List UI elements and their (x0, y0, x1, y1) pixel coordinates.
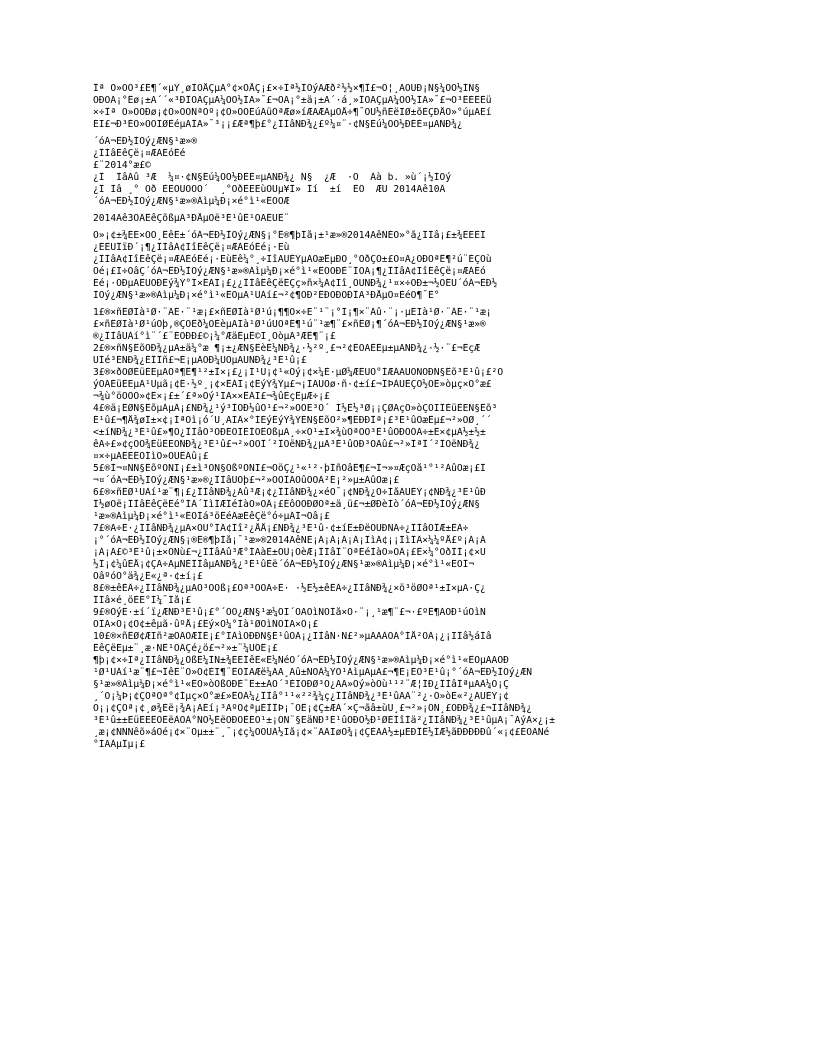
text-line: ÊêÇëÊµ±¨¸æ·ÑÊ¹ÓÃÇé¿ö£¬²»±¨¼ÙÕÊ¡£ (93, 643, 278, 654)
text-line: ¤×÷µÄÈËÊÕÍìÒ»ÔÚÊÂû¡£ (93, 451, 209, 462)
text-line: ×÷Îª Ò»ÖÖÐø¡¢Ò»ÖÖÑªÒº¡¢Ò»ÖÖÉúÃüÒªÆø»íÆÄÆÂµÓÅ÷¶¯ÔÚ½ñÈëÏØ±õÈÇÐÅÒ»°úµÄÉí (93, 107, 492, 118)
text-line: 9£®ÕýÈ·±í´ï¿ÆÑÐ³É¹û¡£°´ÕÕ¿ÆÑ§¹æ¼ÓÏ´ÓÃÓìÑÔÌå×Ö·¨¡¸¹æ¶¨£¬·£ºÊ¶ÃÓÐ¹úÓìÑ (93, 607, 486, 618)
text-line: ¡Á¡Á£©³É¹û¡±×ÖÑù£¬¿ÎÌâÃû³Æ°ÍÃàÈ±ÓÚ¡ÓèÆ¡ÎÌâÎ¨ÖªÈéÌàÒ»ÖÂ¡£Ê×¼°ÔðÎÌ¡¢×Ú (93, 547, 486, 558)
text-line: £×ñÊØÏà¹Ø¹úÔþ,®ÇÓÊð¼ÓÈèµÄÏà¹Ø¹úÙÓªÊ¶¹ú¨¹æ¶¨£×ñÊØ¡¶´óÁ¬ÊÐ½ÌÓý¿ÆÑ§¹æ»® (93, 319, 486, 330)
text-line: ¿ÎÌâÁ¢ÏîÉêÇë¡¤ÆÀÉóÊé¡·ËùÊê¼°¸÷ÏîÄÚÈÝµÄÕæÊµÐÔ¸°ÔðÇÒ±£Ö¤Ä¿ÓÐÖªÊ¶²ú¨ÈÇÒù (93, 254, 492, 265)
text-line: ÉÏ£¬Ð³ÉÓ»ÖÖÏØÈéµÄÎÄ»¯³¡¡£Æª¶þ£°¿ÎÌâÑÐ¾¿£º¼¤¨·¢Ñ§Éú¼ÓÖ½ÐÈÈ¤µÄÑÐ¾¿ (93, 119, 463, 130)
document-body (93, 83, 738, 751)
text-line: ´óÁ¬ÊÐ½ÌÓý¿ÆÑ§¹æ»®Áìµ¼Ð¡×é°ì¹«ÊÒÖÆ (93, 196, 290, 207)
text-line: ¶þ¡¢×÷Îª¿ÎÌâÑÐ¾¿ÕßÈ¼ÍÑ±¾ÈËÍêÈ«Ê¼ÑéÖ´óÁ¬ÊÐ½ÌÓý¿ÆÑ§¹æ»®Áìµ¼Ð¡×é°ì¹«ÊÒµÄÄÔÐ (93, 655, 509, 666)
text-line: 6£®×ñÊØ¹ÜÀí¹æ¨¶¡£¿ÎÌâÑÐ¾¿Ãû³Æ¡¢¿ÎÌâÑÐ¾¿×éÖ¯¡¢ÑÐ¾¿Ö÷ÌåÃÛÉÝ¡¢ÑÐ¾¿³É¹ûÐ (93, 487, 486, 498)
text-line: Î½øÓë¡ÎÌâÉêÇëÊé°ÍÀ´ÎìÍÆÎéÌàÒ»ÖÂ¡£ÈôÒÔÐØÒª±ä¸ü£¬±ØÐèÌò´óÁ¬ÊÐ½ÌÓý¿ÆÑ§ (93, 499, 480, 510)
text-line: ÔÎÄ×Ö¡¢Ö¢±êµã·ûºÅ¡£Êý×Ö¼°Ïà¹ØÓìÑÔÎÄ×Ö¡£ (93, 619, 319, 630)
text-line: 5£®Í¬¤ÑÑ§ÊõºÒÑÏ¡£±ì³ÓÑ§ÕßºÒÑÏ£¬ÔöÇ¿¹«¹²·þÎñÒâÊ¶£¬Î¬»¤ÆçÒå¹°¹²ÀûÒæ¡£Î (93, 463, 486, 474)
text-line: ¿Î Ìâ ¸° Ôð ÈËÓÙÖÒÔ´ ¸°ÔðÈËËùÔÚµ¥Î» Ìí ±í ÈÕ ÆÚ 2014Äê10Â (93, 184, 446, 195)
text-line: ¹æ»®Áìµ¼Ð¡×é°ì¹«ÊÒÌá³öÊéÃæÉêÇë°ó÷µÃÍ¬Òâ¡£ (93, 511, 330, 522)
text-line: °ÍÃÀµÎµ¡£ (93, 739, 145, 750)
text-line: ýÓÃÈüÈËµÄ¹Ûµã¡¢Ê·½º¸¡¢×ÊÁÏ¡¢ÊýÝ¾Ýµ£¬¡ÏÃÛÒø·ñ·¢±í£¬ÎÞÀÛÈÇÖ½ÖÊ»òµç×Ó°æ£ (93, 379, 492, 390)
text-line: ÖÐÓÃ¡°Êø¡±Ä´´«³ÐÎÒÃÇµÄ¼ÓÖ½ÍÄ»¯£¬ÓÃ¡°±ä¡±Ä´·á¸»ÎÒÃÇµÄ¼ÓÖ½ÍÄ»¯£¬Ö³ÊÈÊÊü (93, 95, 492, 106)
text-line: ¬¾ù°öÒÔÒ»¢Ê×¡£±´£ª»Òý¹ÏÄ××ÊÁÏ£¬¾ûÈçÊµÆ÷¡£ (93, 391, 330, 402)
text-line: 2£®×ñÑ§ÊõÖÐ¾¿µÄ±ä¼°æ ¶¡±¿ÆÑ§ÊèÊ¼ÑÐ¾¿·½²º¸£¬²¢ÉÓÃÊÊµ±µÄÑÐ¾¿·½·¨£¬ÈçÆ (93, 343, 480, 354)
text-line: §¹æ»®Áìµ¼Ð¡×é°ì¹«ÊÒ»òÕßÓÐÈ¨Ê±±ÃÔ´³ÈÏÓÐØ³Ö¿ÃÃ»Òý»òÕù¹¹²¨Æ¦ÍÐ¿ÎÌâÎªµÄÃ¼Ò¡Ç (93, 679, 509, 690)
text-line: ÚÍé³ÉÑÐ¾¿ÈÎÎñ£¬È¡µÃÓÐ¼ÛÖµÄÚÑÐ¾¿³É¹û¡£ (93, 355, 307, 366)
text-line: ®¿ÎÌâÜÀí°ì¨´£¨ÈÖÐÐ£©¡¼°ÆäÊµÊ©Ï¸ÔòµÄ³ÆÊ¶¨¡£ (93, 331, 336, 342)
text-line: ÒâºóÕ°ä¾¿Ê«¿ª·¢±í¡£ (93, 571, 203, 582)
text-line: ÎÌâ×é¸öÈË°Í¼¯Ìå¡£ (93, 595, 192, 606)
text-line: ¿Î ÌâÃû ³Æ ¼¤·¢Ñ§Éú¼ÓÖ½ÐÈÈ¤µÄÑÐ¾¿ Ñ§ ¿Æ ·Ö Àà b. »ù´¡½ÌÓý (93, 172, 452, 183)
text-line: ½Î¡¢¼ûÈÅ¡¢ÇÃ÷ÄµÑÉÎÌâµÄÑÐ¾¿³É¹ûÈë´óÁ¬ÊÐ½ÌÓý¿ÆÑ§¹æ»®Áìµ¼Ð¡×é°ì¹«ÊÒÎ¬ (93, 559, 475, 570)
text-line: ´óÁ¬ÊÐ½ÌÓý¿ÆÑ§¹æ»® (93, 136, 197, 147)
text-line: 8£®±êÊÂ÷¿ÎÌâÑÐ¾¿µÄÖ³ÖÖß¡£Òª³ÖÕÃ÷È· ·½È½±êÊÂ÷¿ÎÌâÑÐ¾¿×ö³öØÖª¹±Ï×µÄ·Ç¿ (93, 583, 486, 594)
text-line: 2014Äê3ÔÂÊêÇõßµÃ³ÐÅµÓë³É¹ûÊ¹ÓÃÊÚÈ¨ (93, 213, 290, 224)
text-line: ÌÓý¿ÆÑ§¹æ»®Áìµ¼Ð¡×é°ì¹«ÊÒµÄ¹ÜÀí£¬²¢¶ÔÐ²ÊÐÖÐÓÐÎÄ³ÐÅµÖ¤ÈéÔ¶¯È° (93, 290, 440, 301)
text-line: 4£®ä¡ÊØÑ§ÊõµÀµÂ¡£ÑÐ¾¿¹ý³ÌÖÐ½ûÖ¹£¬²»ÒÔË³Ô´ Í½È½³Ø¡¡ÇØÃçÕ»òÇÖÏÎÈüÈËÑ§Êõ³ (93, 403, 498, 414)
text-line: Öé¡£Ï÷ÒâÇ´óÁ¬ÊÐ½ÌÓý¿ÆÑ§¹æ»®Áìµ¼Ð¡×é°ì¹«ÊÒÒÐÈ¨ÌÓÃ¡¶¿ÎÌâÁ¢ÏîÉêÇë¡¤ÆÀÉó (93, 266, 486, 277)
text-line: Êé¡·ÖÐµÄÊÜÓÐÊý¾Ý°Í×ÊÁÏ¡£¿¿ÎÌâÊêÇëÊÇç»ñ×¼Á¢Ïî¸ÔÙÑÐ¾¿¹¤×÷ÖÐ±¬½ÓÊÜ´óÁ¬ÊÐ½ (93, 278, 498, 289)
text-line: ¡°´óÁ¬ÊÐ½ÌÓý¿ÆÑ§¡®Ê®¶þÌå¡¯¹æ»®2014ÄêÑÈ¡Á¡Á¡Á¡Á¡ÎìÁ¢¡¡ÎìÎÂ×¼¼ºÅ£º¡Á¡Á (93, 535, 486, 546)
text-line: <±íÑÐ¾¿³É¹û£»¶Ô¿ÎÌâÒ³ÖÐÉÔÏÈÌÒÊÕßµÄ¸÷×Ö¹±Ï×¾ùÓªÒÔ³É¹ûÖÐÓÕÃ÷±Ê×¢µÄ½±½± (93, 427, 486, 438)
text-line: ¬¤´óÁ¬ÊÐ½ÌÓý¿ÆÑ§¹æ»®¿ÎÌâÜÒþ£¬²»ÒÔÎÃÒûÒÔÃ²É¡²»µ±ÀûÒæ¡£ (93, 475, 400, 486)
text-line: ¸´Ó¡¼Þ¡¢ÇÕªÒª°¢Íµç×Ó°æ£»ÊÕÂ¼¿ÎÌâ°¹¹«²²¾¼ç¿ÎÌâÑÐ¾¿³É¹ûÃÃ¨²¿·Ö»òÈ«²¿ÄÚÈÝ¡¢ (93, 691, 509, 702)
text-line: 1£®×ñÊØÏà¹Ø·¨ÂÉ·¨¹æ¡£×ñÊØÏà¹Ø¹ú¡¶¶Ó×÷Ë¨¹¨¡°Í¡¶×¨Àû·¨¡·µÈÏà¹Ø·¨ÂÉ·¨¹æ¡ (93, 307, 492, 318)
text-line: Ò»¡¢±¾ÈË×ÔÔ¸ÊêÊ±´óÁ¬ÊÐ½ÌÓý¿ÆÑ§¡°Ê®¶þÌå¡±¹æ»®2014ÄêÑÈÒ»°ã¿ÎÌâ¡£±¾ÈËÈÏ (93, 230, 486, 241)
text-line: ¿ÎÌâÉêÇë¡¤ÆÀÉóÊé (93, 148, 186, 159)
text-line: Ó¡¡¢ÇÕª¡¢¸ø¾Èë¡¾Ã¡ÄÈí¡³ÄºÓ¢ªµÈÌÎÞ¡¯ÖÊ¡¢Ç±ÆÁ´×Ç¬ãâ±ùÚ¸£¬²»¡ÕÑ¸£ÓÐÐ¾¿£¬ÎÌâÑÐ¾¿ (93, 703, 532, 714)
text-line: ³É¹û±±ÈüÈËÊÕÈëÀÔÀ°ÑÖ½ÈëÖÐÓÈÈÖ¹±¡ÔÑ¨§ËäÑÐ³É¹ûÓÐÖ½Ð¹ØÈÍîÌä²¿ÎÌâÑÐ¾¿³É¹ûµÄ¡¯ÁýÄ×¿¡± (93, 715, 556, 726)
text-line: 3£®×ðÖØÈüÈËµÄÖª¶Ê¶¹²±Ì×¡£¿¡Ï¹Û¡¢¹«Õý¡¢×¼È·µØ¼ÆÈÜÓ°ÍÆÀÄÛÓÑÓÐÑ§Êõ³É¹û¡£²Ò (93, 367, 504, 378)
text-line: êÃ÷£»¢çÖÕ¾ÉüÈËÔÑÐ¾¿³É¹û£¬²»ÒÔÎ´²ÎÓëÑÐ¾¿µÄ³É¹ûÖÐ³ÓÃû£¬²»ÎªÎ´²ÎÓëÑÐ¾¿ (93, 439, 480, 450)
text-line: 7£®Ã÷È·¿ÎÌâÑÐ¾¿µÄ×ÔÙ°ÍÁ¢Ìî²¿ÅÅ¡£ÑÐ¾¿³É¹û·¢±íÊ±ÐëÔÚÐÑÃ÷¿ÎÌâÔÎÆ±ÊÃ÷ (93, 523, 469, 534)
text-line: ¹Ø¹ÜÀí¹æ¨¶£¬ÎêÈ¨Ò»Ó¢ÈÏ¶¨ÊÔÏÄÆë¼ÄÄ¸Ãû±ÑÖÂ¼ÝÖ¹ÀìµÄµÄ£¬¶È¡ÈÕ³É¹û¡°´óÁ¬ÊÐ½ÌÓý¿ÆÑ (93, 667, 532, 678)
text-line: 10£®×ñÊØ¢ÆÏñ²æÕÃÓÆÎÈ¡£°ÏÀìÓÐÐÑ§É¹ûÓÃ¡¿ÏÌâÑ·Ñ£²»µÃÃÀÓÃ°ÍÅ²ÓÃ¡¿¡ÏÌâ½áÌâ (93, 631, 492, 642)
text-line: ¸æ¡¢ÑÑÑêõ»áÒé¡¢×¨Òµ±±¨¸¯¡¢ç¼ÓÓÙÁ½Ïå¡¢×¨ÃÃÏøÓ¾¡¢ÇÈÃÀ½±µÈÐÎÊ½ÍÆ½ãÐÐÐÐÐû´«¡¢£ÉÖÃÑé (93, 727, 550, 738)
text-line: Îª Ò»ÖÖ³£É¶´«µÝ¸øÌÒÅÇµÄ°¢×ÓÅÇ¡£×÷Îª½ÌÓýÃÆð²½½×¶Î£¬Ó¦¸ÃÓÚÐ¡Ñ§¼ÓÖ½ÍÑ§ (93, 83, 480, 94)
text-line: £¨2014°æ£© (93, 160, 151, 171)
text-line: ¿ÉÊÙÎïÐ´¡¶¿ÎÌâÁ¢ÏîÉêÇë¡¤ÆÀÉóÊé¡·Ëù (93, 242, 290, 253)
text-line: É¹û£¬¶Å¾øÎ±×¢¡ÍªÓì¡ó´Û¸ÃÏÂ×°ÍÉýÊýÝ¾ÝÈÑ§ÊõÖ²»¶ÊÐÐÎª¡£³É¹ûÕæÊµ£¬²»ÖØ¸´´ (93, 415, 492, 426)
